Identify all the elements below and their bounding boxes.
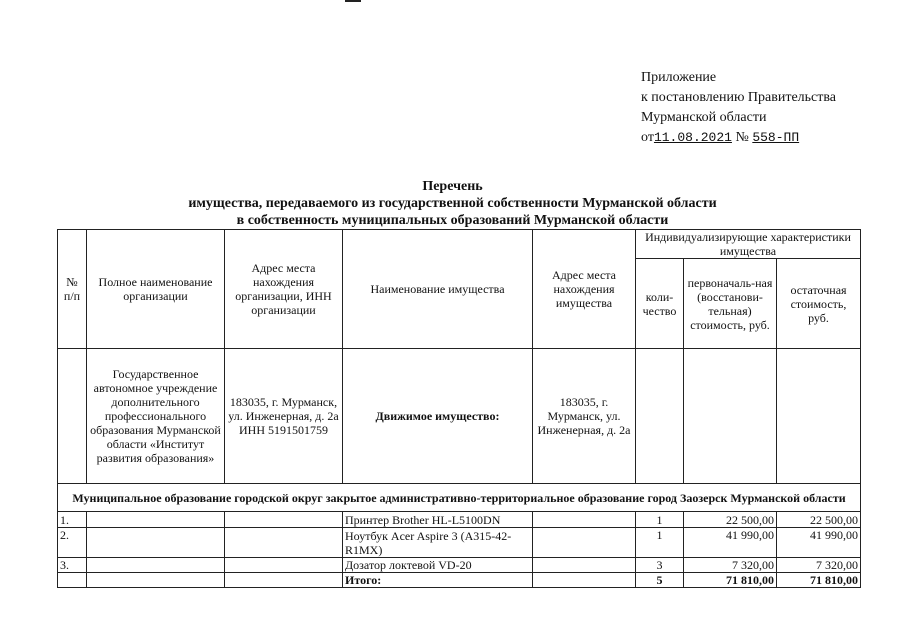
item-address xyxy=(533,512,636,528)
item-address xyxy=(533,558,636,573)
annex-line-1: Приложение xyxy=(641,70,717,85)
item-org-address xyxy=(225,558,343,573)
total-org xyxy=(87,573,225,588)
item-name: Ноутбук Acer Aspire 3 (A315-42-R1MX) xyxy=(343,528,533,558)
item-name: Дозатор локтевой VD-20 xyxy=(343,558,533,573)
item-initial-cost: 41 990,00 xyxy=(684,528,777,558)
total-quantity: 5 xyxy=(636,573,684,588)
total-row xyxy=(58,573,861,588)
header-org-address: Адрес места нахождения организации, ИНН организации xyxy=(225,230,343,349)
annex-date-prefix: от xyxy=(641,130,654,145)
item-quantity: 3 xyxy=(636,558,684,573)
municipality-row: Муниципальное образование городской округ закрытое административно-территориальное образование город Заозерск Мурманской области xyxy=(58,484,861,512)
item-initial-cost: 22 500,00 xyxy=(684,512,777,528)
item-initial-cost: 7 320,00 xyxy=(684,558,777,573)
table-row xyxy=(58,528,861,558)
document-title xyxy=(0,178,905,229)
org-row xyxy=(58,349,861,484)
total-address xyxy=(533,573,636,588)
item-num: 1. xyxy=(58,512,87,528)
item-org-address xyxy=(225,528,343,558)
title-line-2: имущества, передаваемого из государственной собственности Мурманской области xyxy=(188,196,717,211)
org-address-cell: 183035, г. Мурманск, ул. Инженерная, д. 2а ИНН 5191501759 xyxy=(225,349,343,484)
item-org xyxy=(87,558,225,573)
total-label: Итого: xyxy=(343,573,533,588)
item-residual-cost: 7 320,00 xyxy=(777,558,861,573)
annex-date-line xyxy=(641,128,836,148)
org-row-quantity xyxy=(636,349,684,484)
item-num: 2. xyxy=(58,528,87,558)
org-name-cell: Государственное автономное учреждение дополнительного профессионального образования Мурманской области «Институт развития образования» xyxy=(87,349,225,484)
org-row-residual xyxy=(777,349,861,484)
total-residual-cost: 71 810,00 xyxy=(777,573,861,588)
header-initial-cost: первоначаль-ная (восстанови-тельная) стоимость, руб. xyxy=(684,259,777,349)
item-address xyxy=(533,528,636,558)
item-org xyxy=(87,528,225,558)
item-num: 3. xyxy=(58,558,87,573)
table-row xyxy=(58,512,861,528)
scan-mark xyxy=(345,0,361,2)
property-type-cell: Движимое имущество: xyxy=(343,349,533,484)
item-name: Принтер Brother HL-L5100DN xyxy=(343,512,533,528)
header-quantity: коли-чество xyxy=(636,259,684,349)
property-address-cell: 183035, г. Мурманск, ул. Инженерная, д. 2а xyxy=(533,349,636,484)
item-quantity: 1 xyxy=(636,512,684,528)
item-org-address xyxy=(225,512,343,528)
total-org-address xyxy=(225,573,343,588)
header-property-name: Наименование имущества xyxy=(343,230,533,349)
annex-line-3: Мурманской области xyxy=(641,110,767,125)
title-line-1: Перечень xyxy=(422,179,483,194)
annex-line-2: к постановлению Правительства xyxy=(641,90,837,105)
item-residual-cost: 22 500,00 xyxy=(777,512,861,528)
annex-number-prefix: № xyxy=(735,130,749,145)
property-table xyxy=(57,229,861,588)
org-row-initial xyxy=(684,349,777,484)
title-line-3: в собственность муниципальных образований Мурманской области xyxy=(236,213,669,228)
table-row xyxy=(58,558,861,573)
item-quantity: 1 xyxy=(636,528,684,558)
item-org xyxy=(87,512,225,528)
item-residual-cost: 41 990,00 xyxy=(777,528,861,558)
total-num xyxy=(58,573,87,588)
header-characteristics: Индивидуализирующие характеристики имущества xyxy=(636,230,861,259)
annex-number: 558-ПП xyxy=(752,130,800,145)
total-initial-cost: 71 810,00 xyxy=(684,573,777,588)
annex-header xyxy=(641,68,836,148)
annex-date: 11.08.2021 xyxy=(653,130,732,145)
header-residual-cost: остаточная стоимость, руб. xyxy=(777,259,861,349)
header-num: № п/п xyxy=(58,230,87,349)
header-property-address: Адрес места нахождения имущества xyxy=(533,230,636,349)
org-row-num xyxy=(58,349,87,484)
header-org-name: Полное наименование организации xyxy=(87,230,225,349)
